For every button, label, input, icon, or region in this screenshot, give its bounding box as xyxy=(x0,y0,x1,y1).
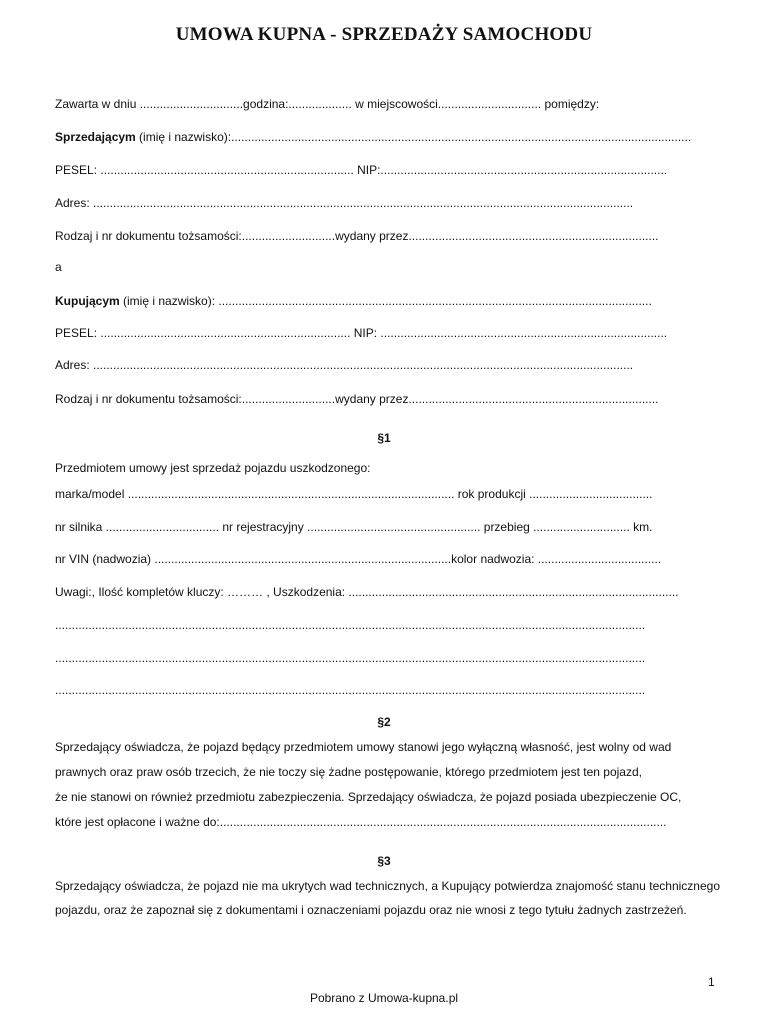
document-title: UMOWA KUPNA - SPRZEDAŻY SAMOCHODU xyxy=(175,24,593,45)
buyer-name-line xyxy=(55,293,715,309)
s2-line-2: prawnych oraz praw osób trzecich, że nie toczy się żadne postępowanie, którego przedmiotem jest ten pojazd, xyxy=(55,765,642,779)
blank-line-2: ................................................................................................................................................................................. xyxy=(55,651,646,665)
seller-label: Sprzedającym xyxy=(55,130,136,144)
s2-line-3: że nie stanowi on również przedmiotu zabezpieczenia. Sprzedający oświadcza, że pojazd posiada ubezpieczenie OC, xyxy=(55,790,682,804)
seller-pesel-line: PESEL: ............................................................................ NIP:...................................................................................... xyxy=(55,163,668,177)
blank-line-3: ................................................................................................................................................................................. xyxy=(55,683,646,697)
remarks-line: Uwagi:, Ilość kompletów kluczy: ……… , Uszkodzenia: ................................................................................................... xyxy=(55,585,679,599)
intro-line: Zawarta w dniu ...............................godzina:................... w miejscowości............................... pomiędzy: xyxy=(55,97,600,111)
buyer-pesel-line: PESEL: ........................................................................... NIP: ...................................................................................... xyxy=(55,326,668,340)
seller-address-line: Adres: .................................................................................................................................................................. xyxy=(55,196,634,210)
blank-line-1: ................................................................................................................................................................................. xyxy=(55,618,646,632)
section-1-heading: §1 xyxy=(377,431,391,445)
s2-line-4: które jest opłacone i ważne do:...................................................................................................................................... xyxy=(55,815,667,829)
make-model-line: marka/model .................................................................................................. rok produkcji ..................................... xyxy=(55,487,653,501)
buyer-address-line: Adres: .................................................................................................................................................................. xyxy=(55,358,634,372)
seller-document-line: Rodzaj i nr dokumentu tożsamości:............................wydany przez........................................................................... xyxy=(55,229,659,243)
buyer-label: Kupującym xyxy=(55,294,120,308)
page-number: 1 xyxy=(708,975,715,989)
s2-line-1: Sprzedający oświadcza, że pojazd będący przedmiotem umowy stanowi jego wyłączną własność, jest wolny od wad xyxy=(55,740,672,754)
seller-name-line xyxy=(55,129,715,145)
engine-line: nr silnika .................................. nr rejestracyjny .................................................... przebieg ............................. km. xyxy=(55,520,653,534)
vin-line: nr VIN (nadwozia) .........................................................................................kolor nadwozia: ..................................... xyxy=(55,552,662,566)
section-3-paragraph xyxy=(55,874,720,922)
and-word: a xyxy=(55,260,62,274)
buyer-name-field: (imię i nazwisko): .................................................................................................................................. xyxy=(119,294,652,308)
buyer-document-line: Rodzaj i nr dokumentu tożsamości:............................wydany przez........................................................................... xyxy=(55,392,659,406)
s3-text: Sprzedający oświadcza, że pojazd nie ma ukrytych wad technicznych, a Kupujący potwierdza znajomość stanu technicznego pojazdu, oraz że zapoznał się z dokumentami i oznaczeniami pojazdu oraz nie wnosi z tego tytułu żadnych zastrzeżeń. xyxy=(55,879,720,917)
section-3-heading: §3 xyxy=(377,854,391,868)
seller-name-field: (imię i nazwisko):.......................................................................................................................................... xyxy=(135,130,692,144)
footer-source: Pobrano z Umowa-kupna.pl xyxy=(309,991,459,1005)
section-2-heading: §2 xyxy=(377,715,391,729)
subject-line: Przedmiotem umowy jest sprzedaż pojazdu uszkodzonego: xyxy=(55,461,371,475)
